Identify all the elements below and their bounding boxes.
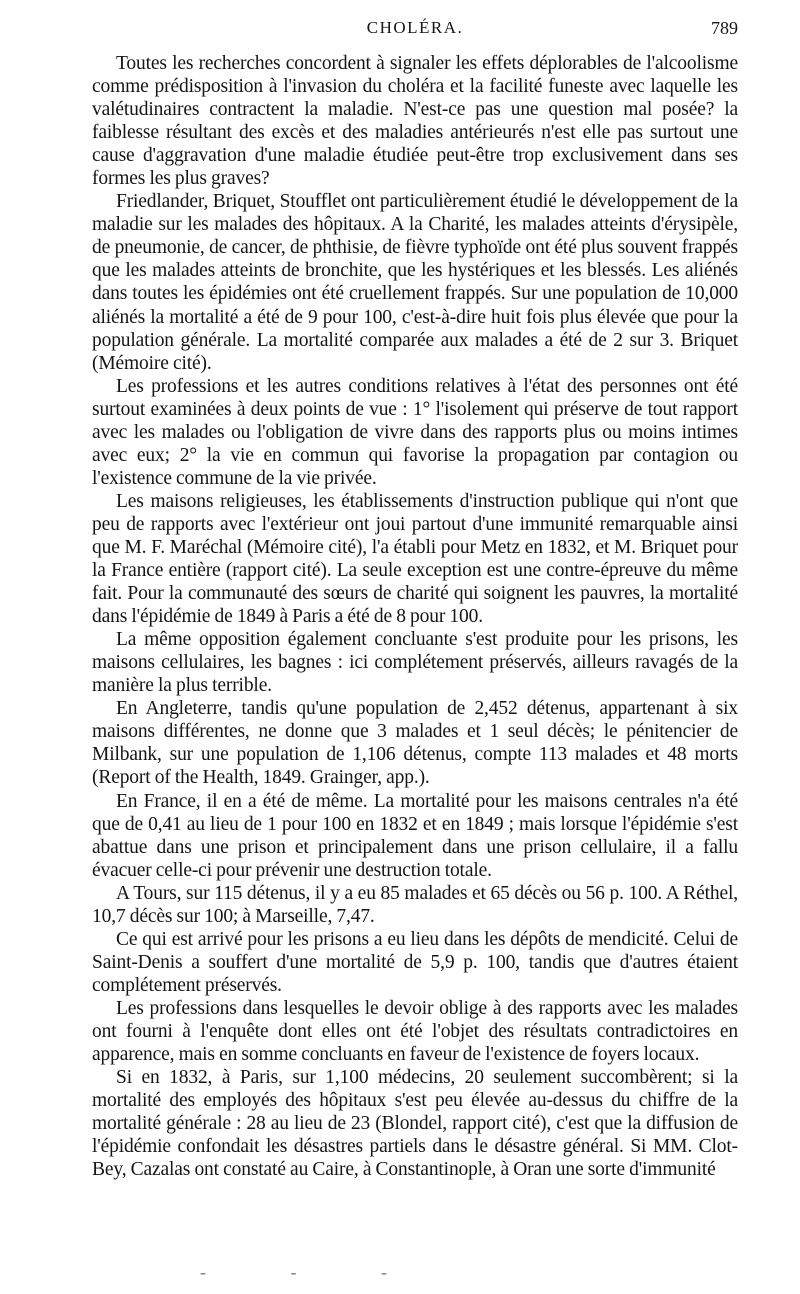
paragraph-angleterre: En Angleterre, tandis qu'une population de 2,452 détenus, appartenant à six maisons différentes, ne donne que 3 malades et 1 seul décès; le pénitencier de Milbank, sur une population de 1,106 détenus, compte 113 malades et 48 morts (Report of the Health, 1849. Grainger, app.). — [92, 698, 738, 789]
paragraph-tours: A Tours, sur 115 détenus, il y a eu 85 malades et 65 décès ou 56 p. 100. A Réthel, 10,7 décès sur 100; à Marseille, 7,47. — [92, 882, 738, 927]
paragraph-medecins: Si en 1832, à Paris, sur 1,100 médecins, 20 seulement succombèrent; si la mortalité des employés des hôpitaux s'est peu élevée au-dessus du chiffre de la mortalité générale : 28 au lieu de 23 (Blondel, rapport cité), c'est que la diffusion de l'épidémie confondait les désastres partiels dans le désastre général. Si MM. Clot-Bey, Cazalas ont constaté au Caire, à Constantinople, à Oran une sorte d'immunité — [92, 1067, 738, 1181]
paragraph-professions-malades: Les professions dans lesquelles le devoir oblige à des rapports avec les malades ont fourni à l'enquête dont elles ont été l'objet des résultats contradictoires en apparence, mais en somme concluants en faveur de l'existence de foyers locaux. — [92, 997, 738, 1066]
footer-marks: - - - — [200, 1262, 427, 1282]
body-text — [92, 52, 738, 1181]
paragraph-maisons-religieuses: Les maisons religieuses, les établissements d'instruction publique qui n'ont que peu de rapports avec l'extérieur ont joui partout d'une immunité remarquable ainsi que M. F. Maréchal (Mémoire cité), l'a établi pour Metz en 1832, et M. Briquet pour la France entière (rapport cité). La seule exception est une contre-épreuve du même fait. Pour la communauté des sœurs de charité qui soignent les pauvres, la mortalité dans l'épidémie de 1849 à Paris a été de 8 pour 100. — [92, 490, 738, 628]
page-number: 789 — [711, 18, 738, 38]
paragraph-professions-conditions: Les professions et les autres conditions relatives à l'état des personnes ont été surtout examinées à deux points de vue : 1° l'isolement qui préserve de tout rapport avec les malades ou l'obligation de vivre dans des rapports plus ou moins intimes avec eux; 2° la vie en commun qui favorise la propagation par contagion ou l'existence commune de la vie privée. — [92, 375, 738, 489]
page-header — [92, 18, 738, 48]
paragraph-france: En France, il en a été de même. La mortalité pour les maisons centrales n'a été que de 0,41 au lieu de 1 pour 100 en 1832 et en 1849 ; mais lorsque l'épidémie s'est abattue dans une prison et principalement dans une prison cellulaire, il a fallu évacuer celle-ci pour prévenir une destruction totale. — [92, 790, 738, 881]
running-head: CHOLÉRA. — [366, 18, 464, 37]
paragraph-mendicite: Ce qui est arrivé pour les prisons a eu lieu dans les dépôts de mendicité. Celui de Saint-Denis a souffert d'une mortalité de 5,9 p. 100, tandis que d'autres étaient complétement préservés. — [92, 928, 738, 996]
paragraph-prisons: La même opposition également concluante s'est produite pour les prisons, les maisons cellulaires, les bagnes : ici complétement préservés, ailleurs ravagés de la manière la plus terrible. — [92, 629, 738, 697]
paragraph-alcoolisme: Toutes les recherches concordent à signaler les effets déplorables de l'alcoolisme comme prédisposition à l'invasion du choléra et la facilité funeste avec laquelle les valétudinaires contractent la maladie. N'est-ce pas une question mal posée? la faiblesse résultant des excès et des maladies antérieurés n'est elle pas surtout une cause d'aggravation d'une maladie étudiée peut-être trop exclusivement dans ses formes les plus graves? — [92, 53, 738, 190]
paragraph-hopitaux: Friedlander, Briquet, Stoufflet ont particulièrement étudié le développement de la maladie sur les malades des hôpitaux. A la Charité, les malades atteints d'érysipèle, de pneumonie, de cancer, de phthisie, de fièvre typhoïde ont été plus souvent frappés que les malades atteints de bronchite, que les hystériques et les blessés. Les aliénés dans toutes les épidémies ont été cruellement frappés. Sur une population de 10,000 aliénés la mortalité a été de 9 pour 100, c'est-à-dire huit fois plus élevée que pour la population générale. La mortalité comparée aux malades a été de 2 sur 3. Briquet (Mémoire cité). — [92, 191, 738, 374]
